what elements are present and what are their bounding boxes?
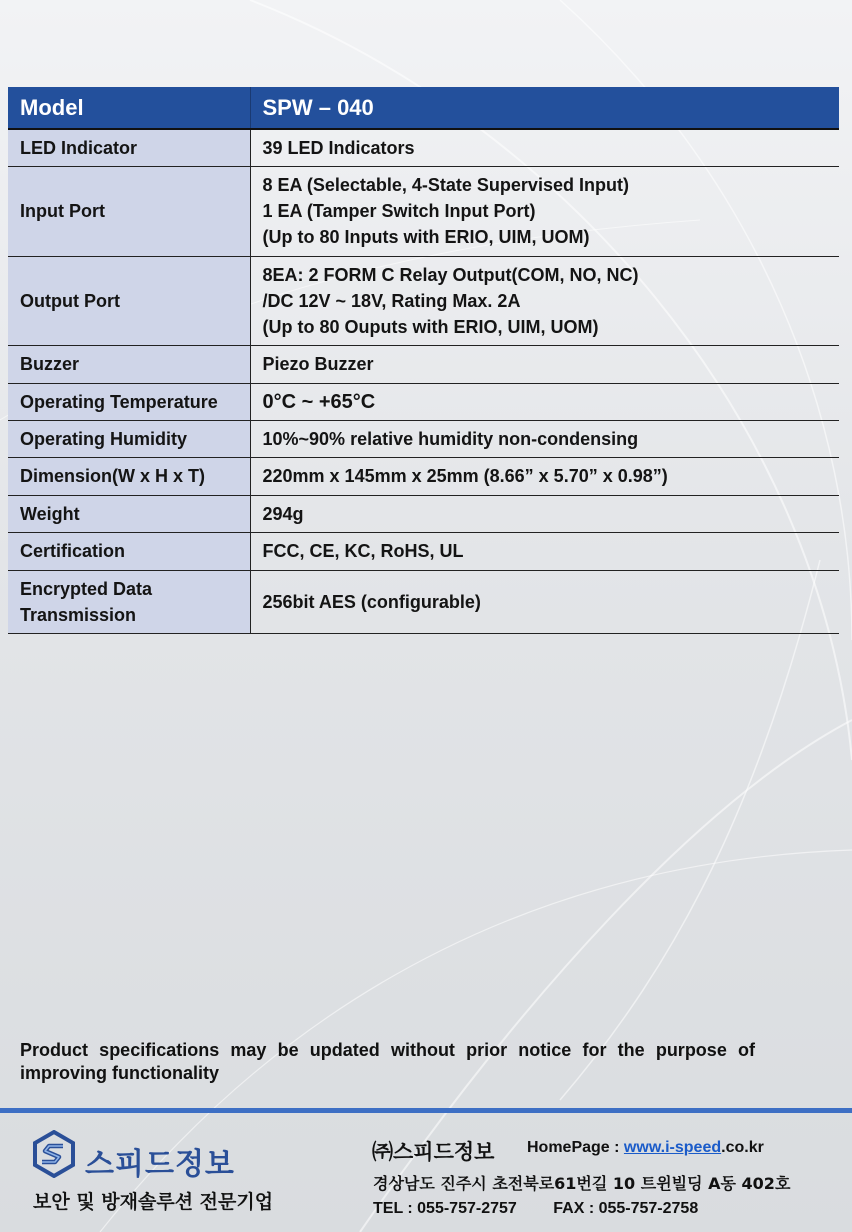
tel-number: TEL : 055-757-2757 [373,1200,517,1217]
company-full-name: ㈜스피드정보 [372,1140,495,1164]
spec-value: 39 LED Indicators [250,129,839,166]
model-header-label: Model [8,87,250,129]
table-row [8,495,839,532]
spec-label: Dimension(W x H x T) [8,457,250,495]
footer-divider [0,1108,852,1113]
homepage-link[interactable]: www.i-speed [623,1139,722,1156]
homepage [527,1139,764,1157]
table-row [8,457,839,495]
table-row [8,256,839,345]
spec-value: Piezo Buzzer [250,345,839,383]
table-row [8,345,839,383]
company-address: 경상남도 진주시 초전북로61번길 10 트윈빌딩 A동 402호 [373,1174,791,1193]
spec-label: Weight [8,495,250,532]
spec-update-notice: Product specifications may be updated without prior notice for the purpose of improving functionality [20,1040,755,1083]
table-row [8,420,839,457]
company-name: 스피드정보 [85,1147,235,1182]
spec-label: LED Indicator [8,129,250,166]
fax-number: FAX : 055-757-2758 [553,1200,699,1217]
spec-value: 8EA: 2 FORM C Relay Output(COM, NO, NC) /DC 12V ~ 18V, Rating Max. 2A (Up to 80 Ouputs with ERIO, UIM, UOM) [250,256,839,345]
spec-label: Encrypted Data Transmission [8,570,250,633]
table-row [8,570,839,633]
table-row [8,383,839,420]
homepage-link-suffix[interactable]: .co.kr [721,1139,764,1156]
spec-label: Certification [8,532,250,570]
spec-value: 256bit AES (configurable) [250,570,839,633]
table-header-row [8,87,839,129]
model-header-value: SPW – 040 [250,87,839,129]
spec-value: 0°C ~ +65°C [250,383,839,420]
spec-label: Operating Temperature [8,383,250,420]
company-tagline: 보안 및 방재솔루션 전문기업 [33,1191,274,1213]
table-row [8,129,839,166]
homepage-label: HomePage : [527,1139,620,1156]
spec-label: Operating Humidity [8,420,250,457]
spec-label: Input Port [8,166,250,256]
spec-value: 8 EA (Selectable, 4-State Supervised Input) 1 EA (Tamper Switch Input Port) (Up to 80 Inputs with ERIO, UIM, UOM) [250,166,839,256]
spec-value: FCC, CE, KC, RoHS, UL [250,532,839,570]
contact-info [373,1200,698,1218]
spec-label: Output Port [8,256,250,345]
spec-value: 10%~90% relative humidity non-condensing [250,420,839,457]
table-row [8,166,839,256]
spec-value: 294g [250,495,839,532]
spec-label: Buzzer [8,345,250,383]
spec-value: 220mm x 145mm x 25mm (8.66” x 5.70” x 0.98”) [250,457,839,495]
spec-table [8,87,839,634]
table-row [8,532,839,570]
speed-info-logo-icon [32,1130,76,1178]
